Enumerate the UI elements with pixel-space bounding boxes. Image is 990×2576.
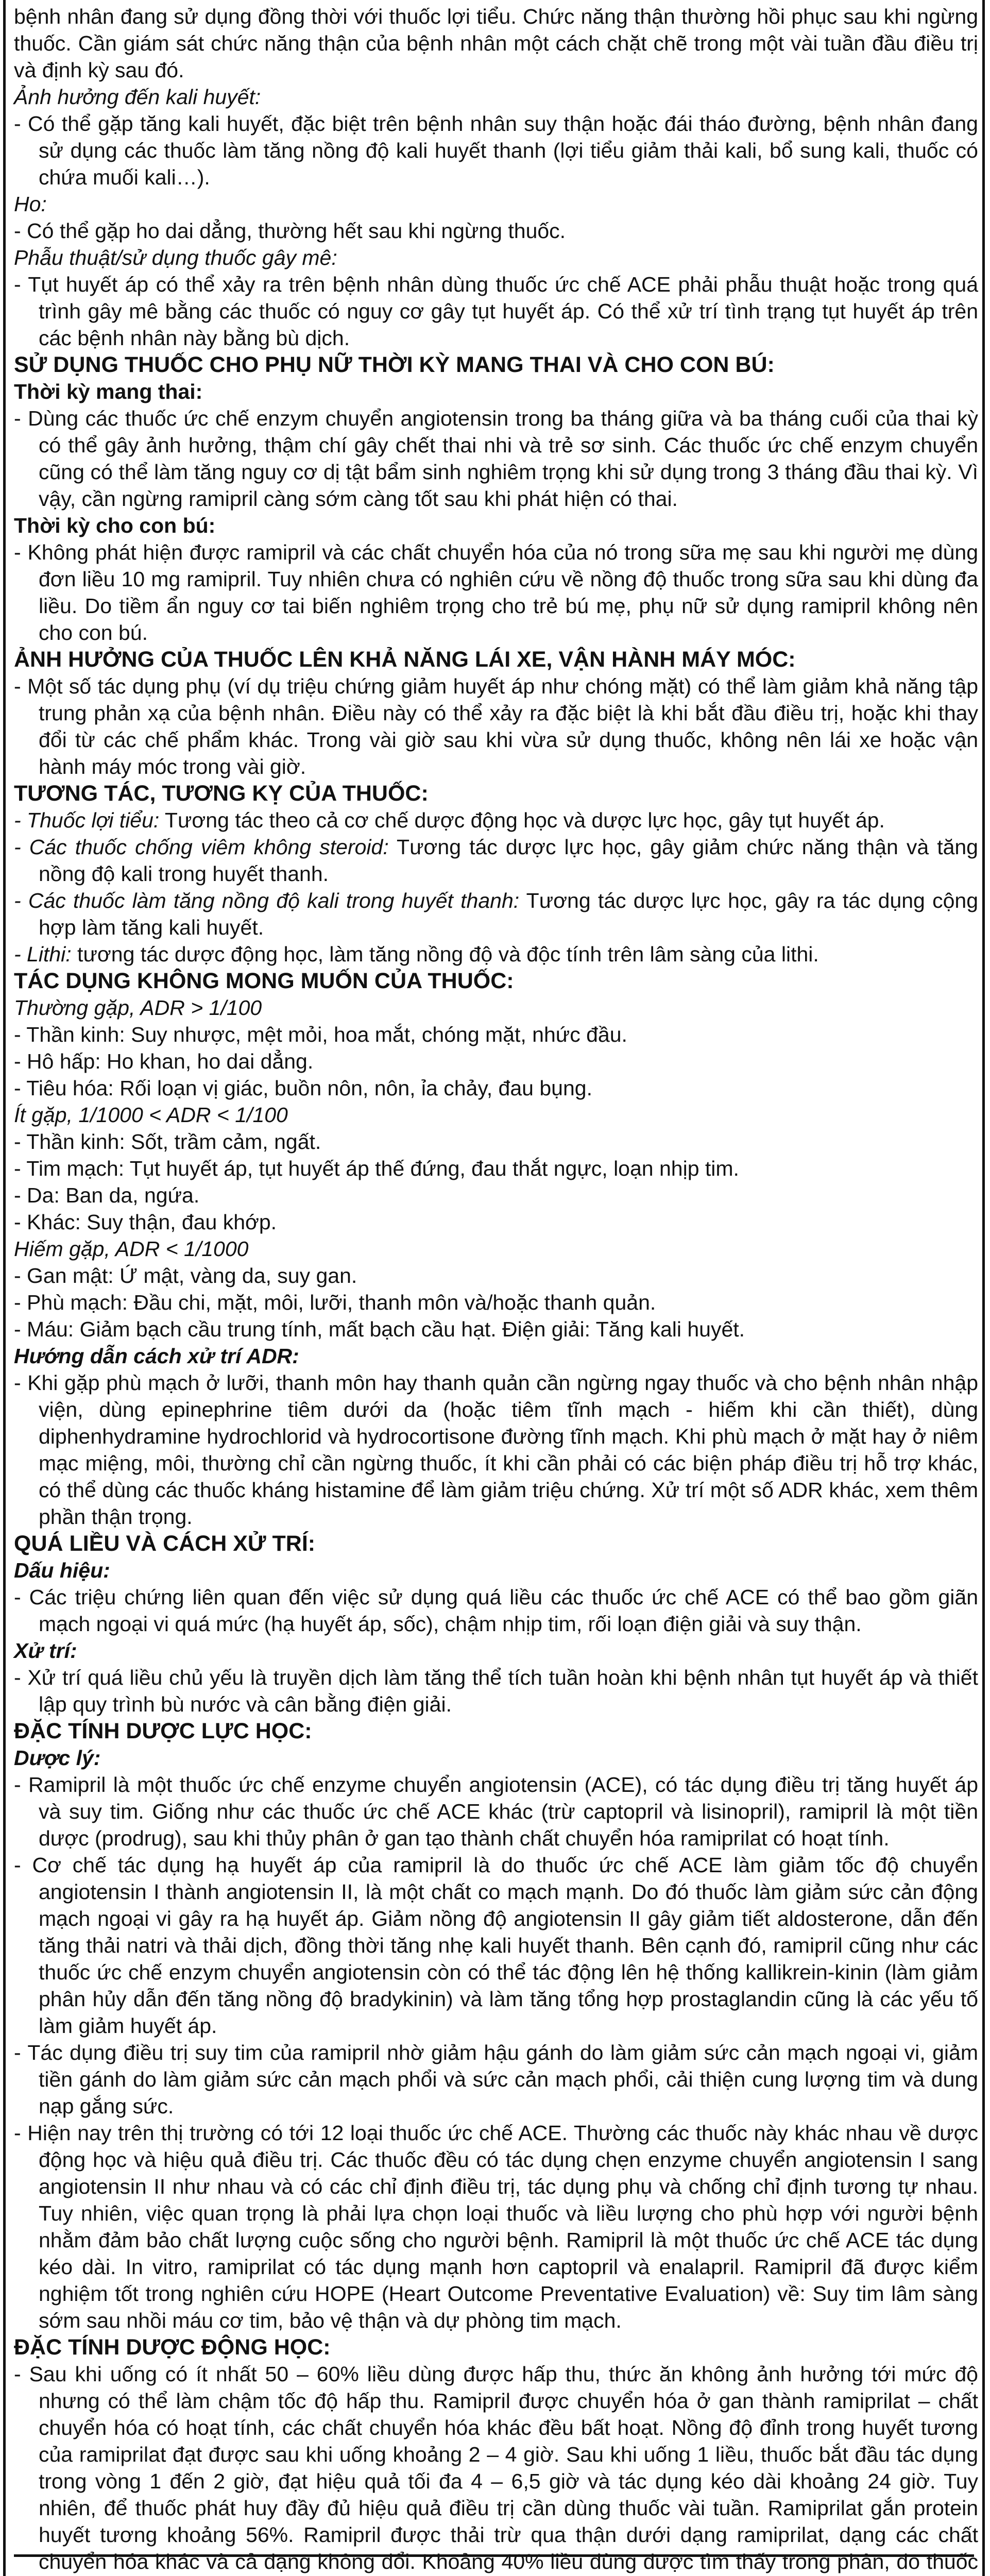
interaction-term: - Các thuốc chống viêm không steroid: bbox=[14, 835, 389, 859]
adr-management-text: - Khi gặp phù mạch ở lưỡi, thanh môn hay thanh quản cần ngừng ngay thuốc và cho bệnh nhân nhập viện, dùng epinephrine tiêm dưới da (hoặc tiêm tĩnh mạch - hiếm khi cần thiết), dùng diphenhydramine hydrochlorid và hydrocortisone đường tĩnh mạch. Khi phù mạch ở mặt hay ở niêm mạc miệng, môi, thường chỉ cần ngừng thuốc, ít khi cần phải có các biện pháp điều trị hỗ trợ khác, có thể dùng các thuốc kháng histamine để làm giảm triệu chứng. Xử trí một số ADR khác, xem thêm phần thận trọng. bbox=[14, 1371, 978, 1529]
pregnancy-subtitle: Thời kỳ mang thai: bbox=[14, 380, 203, 403]
overdose-signs-title: Dấu hiệu: bbox=[14, 1558, 110, 1582]
pharmacology-subtitle: Dược lý: bbox=[14, 1746, 101, 1770]
interaction-term: - Lithi: bbox=[14, 942, 72, 966]
pharmacokinetics-text: - Sau khi uống có ít nhất 50 – 60% liều dùng được hấp thu, thức ăn không ảnh hưởng tới mức độ nhưng có thể làm chậm tốc độ hấp thu. Ramipril được chuyển hóa ở gan thành ramiprilat – chất chuyển hóa có hoạt tính, các chất chuyển hóa khác đều bất hoạt. Nồng độ đỉnh trong huyết tương của ramiprilat đạt được sau khi uống khoảng 2 – 4 giờ. Sau khi uống 1 liều, thuốc bắt đầu tác dụng trong vòng 1 đến 2 giờ, đạt hiệu quả tối đa 4 – 6,5 giờ và tác dụng kéo dài khoảng 24 giờ. Tuy nhiên, để thuốc phát huy đầy đủ hiệu quả điều trị cần dùng thuốc vài tuần. Ramiprilat gắn protein huyết tương khoảng 56%. Ramipril được thải trừ qua thận dưới dạng ramiprilat, dạng các chất chuyển hóa khác và cả dạng không đổi. Khoảng 40% liều dùng được tìm thấy trong phân, do thuốc bbox=[14, 2362, 978, 2573]
interaction-item bbox=[14, 887, 978, 941]
adverse-common-item: - Tiêu hóa: Rối loạn vị giác, buồn nôn, nôn, ỉa chảy, đau bụng. bbox=[14, 1076, 592, 1100]
surgery-text: - Tụt huyết áp có thể xảy ra trên bệnh nhân dùng thuốc ức chế ACE phải phẫu thuật hoặc trong quá trình gây mê bằng các thuốc có nguy cơ gây tụt huyết áp. Có thể xử trí tình trạng tụt huyết áp trên các bệnh nhân này bằng bù dịch. bbox=[14, 273, 978, 350]
driving-text: - Một số tác dụng phụ (ví dụ triệu chứng giảm huyết áp như chóng mặt) có thể làm giảm khả năng tập trung phản xạ của bệnh nhân. Điều này có thể xảy ra đặc biệt là khi bắt đầu điều trị, hoặc khi thay đổi từ các chế phẩm khác. Trong vài giờ sau khi vừa sử dụng thuốc, không nên lái xe hoặc vận hành máy móc trong vài giờ. bbox=[14, 674, 978, 778]
lactation-subtitle: Thời kỳ cho con bú: bbox=[14, 514, 216, 537]
interaction-term: - Các thuốc làm tăng nồng độ kali trong huyết thanh: bbox=[14, 889, 520, 912]
cough-text: - Có thể gặp ho dai dẳng, thường hết sau khi ngừng thuốc. bbox=[14, 219, 566, 243]
adverse-rare-item: - Máu: Giảm bạch cầu trung tính, mất bạch cầu hạt. Điện giải: Tăng kali huyết. bbox=[14, 1317, 745, 1341]
hyperkalemia-text: - Có thể gặp tăng kali huyết, đặc biệt trên bệnh nhân suy thận hoặc đái tháo đường, bệnh nhân đang sử dụng các thuốc làm tăng nồng độ kali huyết thanh (lợi tiểu giảm thải kali, bổ sung kali, thuốc có chứa muối kali…). bbox=[14, 112, 978, 189]
adverse-common-item: - Hô hấp: Ho khan, ho dai dẳng. bbox=[14, 1049, 314, 1073]
interaction-text: Tương tác dược lực học, gây giảm chức năng thận và tăng nồng độ kali trong huyết thanh. bbox=[39, 835, 978, 886]
adverse-rare-item: - Phù mạch: Đầu chi, mặt, môi, lưỡi, thanh môn và/hoặc thanh quản. bbox=[14, 1291, 656, 1314]
adverse-uncommon-item: - Tim mạch: Tụt huyết áp, tụt huyết áp thế đứng, đau thắt ngực, loạn nhịp tim. bbox=[14, 1157, 739, 1180]
adverse-common-item: - Thần kinh: Suy nhược, mệt mỏi, hoa mắt, chóng mặt, nhức đầu. bbox=[14, 1023, 627, 1046]
adverse-uncommon-item: - Thần kinh: Sốt, trầm cảm, ngất. bbox=[14, 1130, 321, 1154]
adverse-uncommon-item: - Khác: Suy thận, đau khớp. bbox=[14, 1210, 277, 1234]
overdose-heading: QUÁ LIỀU VÀ CÁCH XỬ TRÍ: bbox=[14, 1531, 316, 1556]
hyperkalemia-title: Ảnh hưởng đến kali huyết: bbox=[14, 85, 261, 109]
interactions-heading: TƯƠNG TÁC, TƯƠNG KỴ CỦA THUỐC: bbox=[14, 781, 429, 806]
interaction-item bbox=[14, 807, 978, 834]
pregnancy-heading: SỬ DỤNG THUỐC CHO PHỤ NỮ THỜI KỲ MANG THAI VÀ CHO CON BÚ: bbox=[14, 352, 775, 377]
adverse-uncommon-item: - Da: Ban da, ngứa. bbox=[14, 1183, 200, 1207]
pharmacokinetics-heading: ĐẶC TÍNH DƯỢC ĐỘNG HỌC: bbox=[14, 2335, 331, 2360]
cough-title: Ho: bbox=[14, 192, 47, 216]
leaflet-page bbox=[3, 0, 985, 2576]
intro-paragraph: bệnh nhân đang sử dụng đồng thời với thuốc lợi tiểu. Chức năng thận thường hồi phục sau khi ngừng thuốc. Cần giám sát chức năng thận của bệnh nhân một cách chặt chẽ trong một vài tuần đầu điều trị và định kỳ sau đó. bbox=[14, 5, 978, 82]
adverse-uncommon-title: Ít gặp, 1/1000 < ADR < 1/100 bbox=[14, 1103, 288, 1127]
overdose-signs-text: - Các triệu chứng liên quan đến việc sử dụng quá liều các thuốc ức chế ACE có thể bao gồm giãn mạch ngoại vi quá mức (hạ huyết áp, sốc), chậm nhịp tim, rối loạn điện giải và suy thận. bbox=[14, 1585, 978, 1636]
surgery-title: Phẫu thuật/sử dụng thuốc gây mê: bbox=[14, 246, 337, 269]
pharmacodynamics-paragraph: - Hiện nay trên thị trường có tới 12 loại thuốc ức chế ACE. Thường các thuốc này khác nhau về dược động học và hiệu quả điều trị. Các thuốc đều có tác dụng chẹn enzyme chuyển angiotensin I sang angiotensin II như nhau và có các chỉ định điều trị, tác dụng phụ và chống chỉ định tương tự nhau. Tuy nhiên, việc quan trọng là phải lựa chọn loại thuốc và liều lượng cho phù hợp với người bệnh nhằm đảm bảo chất lượng cuộc sống cho người bệnh. Ramipril là một thuốc ức chế ACE tác dụng kéo dài. In vitro, ramiprilat có tác dụng mạnh hơn captopril và enalapril. Ramipril đã được kiểm nghiệm tốt trong nghiên cứu HOPE (Heart Outcome Preventative Evaluation) về: Suy tim lâm sàng sớm sau nhồi máu cơ tim, bảo vệ thận và dự phòng tim mạch. bbox=[14, 2121, 978, 2332]
leaflet-content bbox=[14, 3, 978, 2576]
pharmacodynamics-paragraph: - Tác dụng điều trị suy tim của ramipril nhờ giảm hậu gánh do làm giảm sức cản mạch ngoại vi, giảm tiền gánh do làm giảm sức cản mạch phổi và sức cản mạch phổi, cải thiện cung lượng tim và dung nạp gắng sức. bbox=[14, 2041, 978, 2118]
overdose-management-text: - Xử trí quá liều chủ yếu là truyền dịch làm tăng thể tích tuần hoàn khi bệnh nhân tụt huyết áp và thiết lập quy trình bù nước và cân bằng điện giải. bbox=[14, 1666, 978, 1716]
interaction-term: - Thuốc lợi tiểu: bbox=[14, 808, 160, 832]
adverse-heading: TÁC DỤNG KHÔNG MONG MUỐN CỦA THUỐC: bbox=[14, 969, 514, 993]
interaction-text: tương tác dược động học, làm tăng nồng độ và độc tính trên lâm sàng của lithi. bbox=[71, 942, 819, 966]
pregnancy-text: - Dùng các thuốc ức chế enzym chuyển angiotensin trong ba tháng giữa và ba tháng cuối của thai kỳ có thể gây ảnh hưởng, thậm chí gây chết thai nhi và trẻ sơ sinh. Các thuốc ức chế enzym chuyển cũng có thể làm tăng nguy cơ dị tật bẩm sinh nghiêm trọng khi sử dụng trong 3 tháng đầu thai kỳ. Vì vậy, cần ngừng ramipril càng sớm càng tốt sau khi phát hiện có thai. bbox=[14, 406, 978, 511]
pharmacodynamics-paragraph: - Cơ chế tác dụng hạ huyết áp của ramipril là do thuốc ức chế ACE làm giảm tốc độ chuyển angiotensin I thành angiotensin II, là một chất co mạch mạnh. Do đó thuốc làm giảm sức cản động mạch ngoại vi gây ra hạ huyết áp. Giảm nồng độ angiotensin II gây giảm tiết aldosterone, dẫn đến tăng thải natri và thải dịch, đồng thời tăng nhẹ kali huyết thanh. Bên cạnh đó, ramipril cũng như các thuốc ức chế enzym chuyển angiotensin còn có thể tác động lên hệ thống kallikrein-kinin (làm giảm phân hủy dẫn đến tăng nồng độ bradykinin) và làm tăng tổng hợp prostaglandin cũng là các yếu tố làm giảm huyết áp. bbox=[14, 1853, 978, 2038]
pharmacodynamics-paragraph: - Ramipril là một thuốc ức chế enzyme chuyển angiotensin (ACE), có tác dụng điều trị tăng huyết áp và suy tim. Giống như các thuốc ức chế ACE khác (trừ captopril và lisinopril), ramipril là một tiền dược (prodrug), sau khi thủy phân ở gan tạo thành chất chuyển hóa ramiprilat có hoạt tính. bbox=[14, 1773, 978, 1850]
interaction-item bbox=[14, 834, 978, 887]
lactation-text: - Không phát hiện được ramipril và các chất chuyển hóa của nó trong sữa mẹ sau khi người mẹ dùng đơn liều 10 mg ramipril. Tuy nhiên chưa có nghiên cứu về nồng độ thuốc trong sữa sau khi dùng đa liều. Do tiềm ẩn nguy cơ tai biến nghiêm trọng cho trẻ bú mẹ, phụ nữ sử dụng ramipril không nên cho con bú. bbox=[14, 540, 978, 645]
interaction-item bbox=[14, 941, 978, 968]
overdose-management-title: Xử trí: bbox=[14, 1639, 77, 1663]
adverse-rare-title: Hiếm gặp, ADR < 1/1000 bbox=[14, 1237, 249, 1261]
driving-heading: ẢNH HƯỞNG CỦA THUỐC LÊN KHẢ NĂNG LÁI XE, VẬN HÀNH MÁY MÓC: bbox=[14, 647, 796, 672]
interaction-text: Tương tác theo cả cơ chế dược động học và dược lực học, gây tụt huyết áp. bbox=[159, 808, 885, 832]
manufacturer-footer bbox=[14, 2554, 974, 2576]
interaction-text: Tương tác dược lực học, gây ra tác dụng cộng hợp làm tăng kali huyết. bbox=[39, 889, 978, 939]
pharmacodynamics-heading: ĐẶC TÍNH DƯỢC LỰC HỌC: bbox=[14, 1719, 312, 1743]
adverse-common-title: Thường gặp, ADR > 1/100 bbox=[14, 996, 262, 1020]
adverse-rare-item: - Gan mật: Ứ mật, vàng da, suy gan. bbox=[14, 1264, 357, 1287]
adr-management-title: Hướng dẫn cách xử trí ADR: bbox=[14, 1344, 299, 1368]
